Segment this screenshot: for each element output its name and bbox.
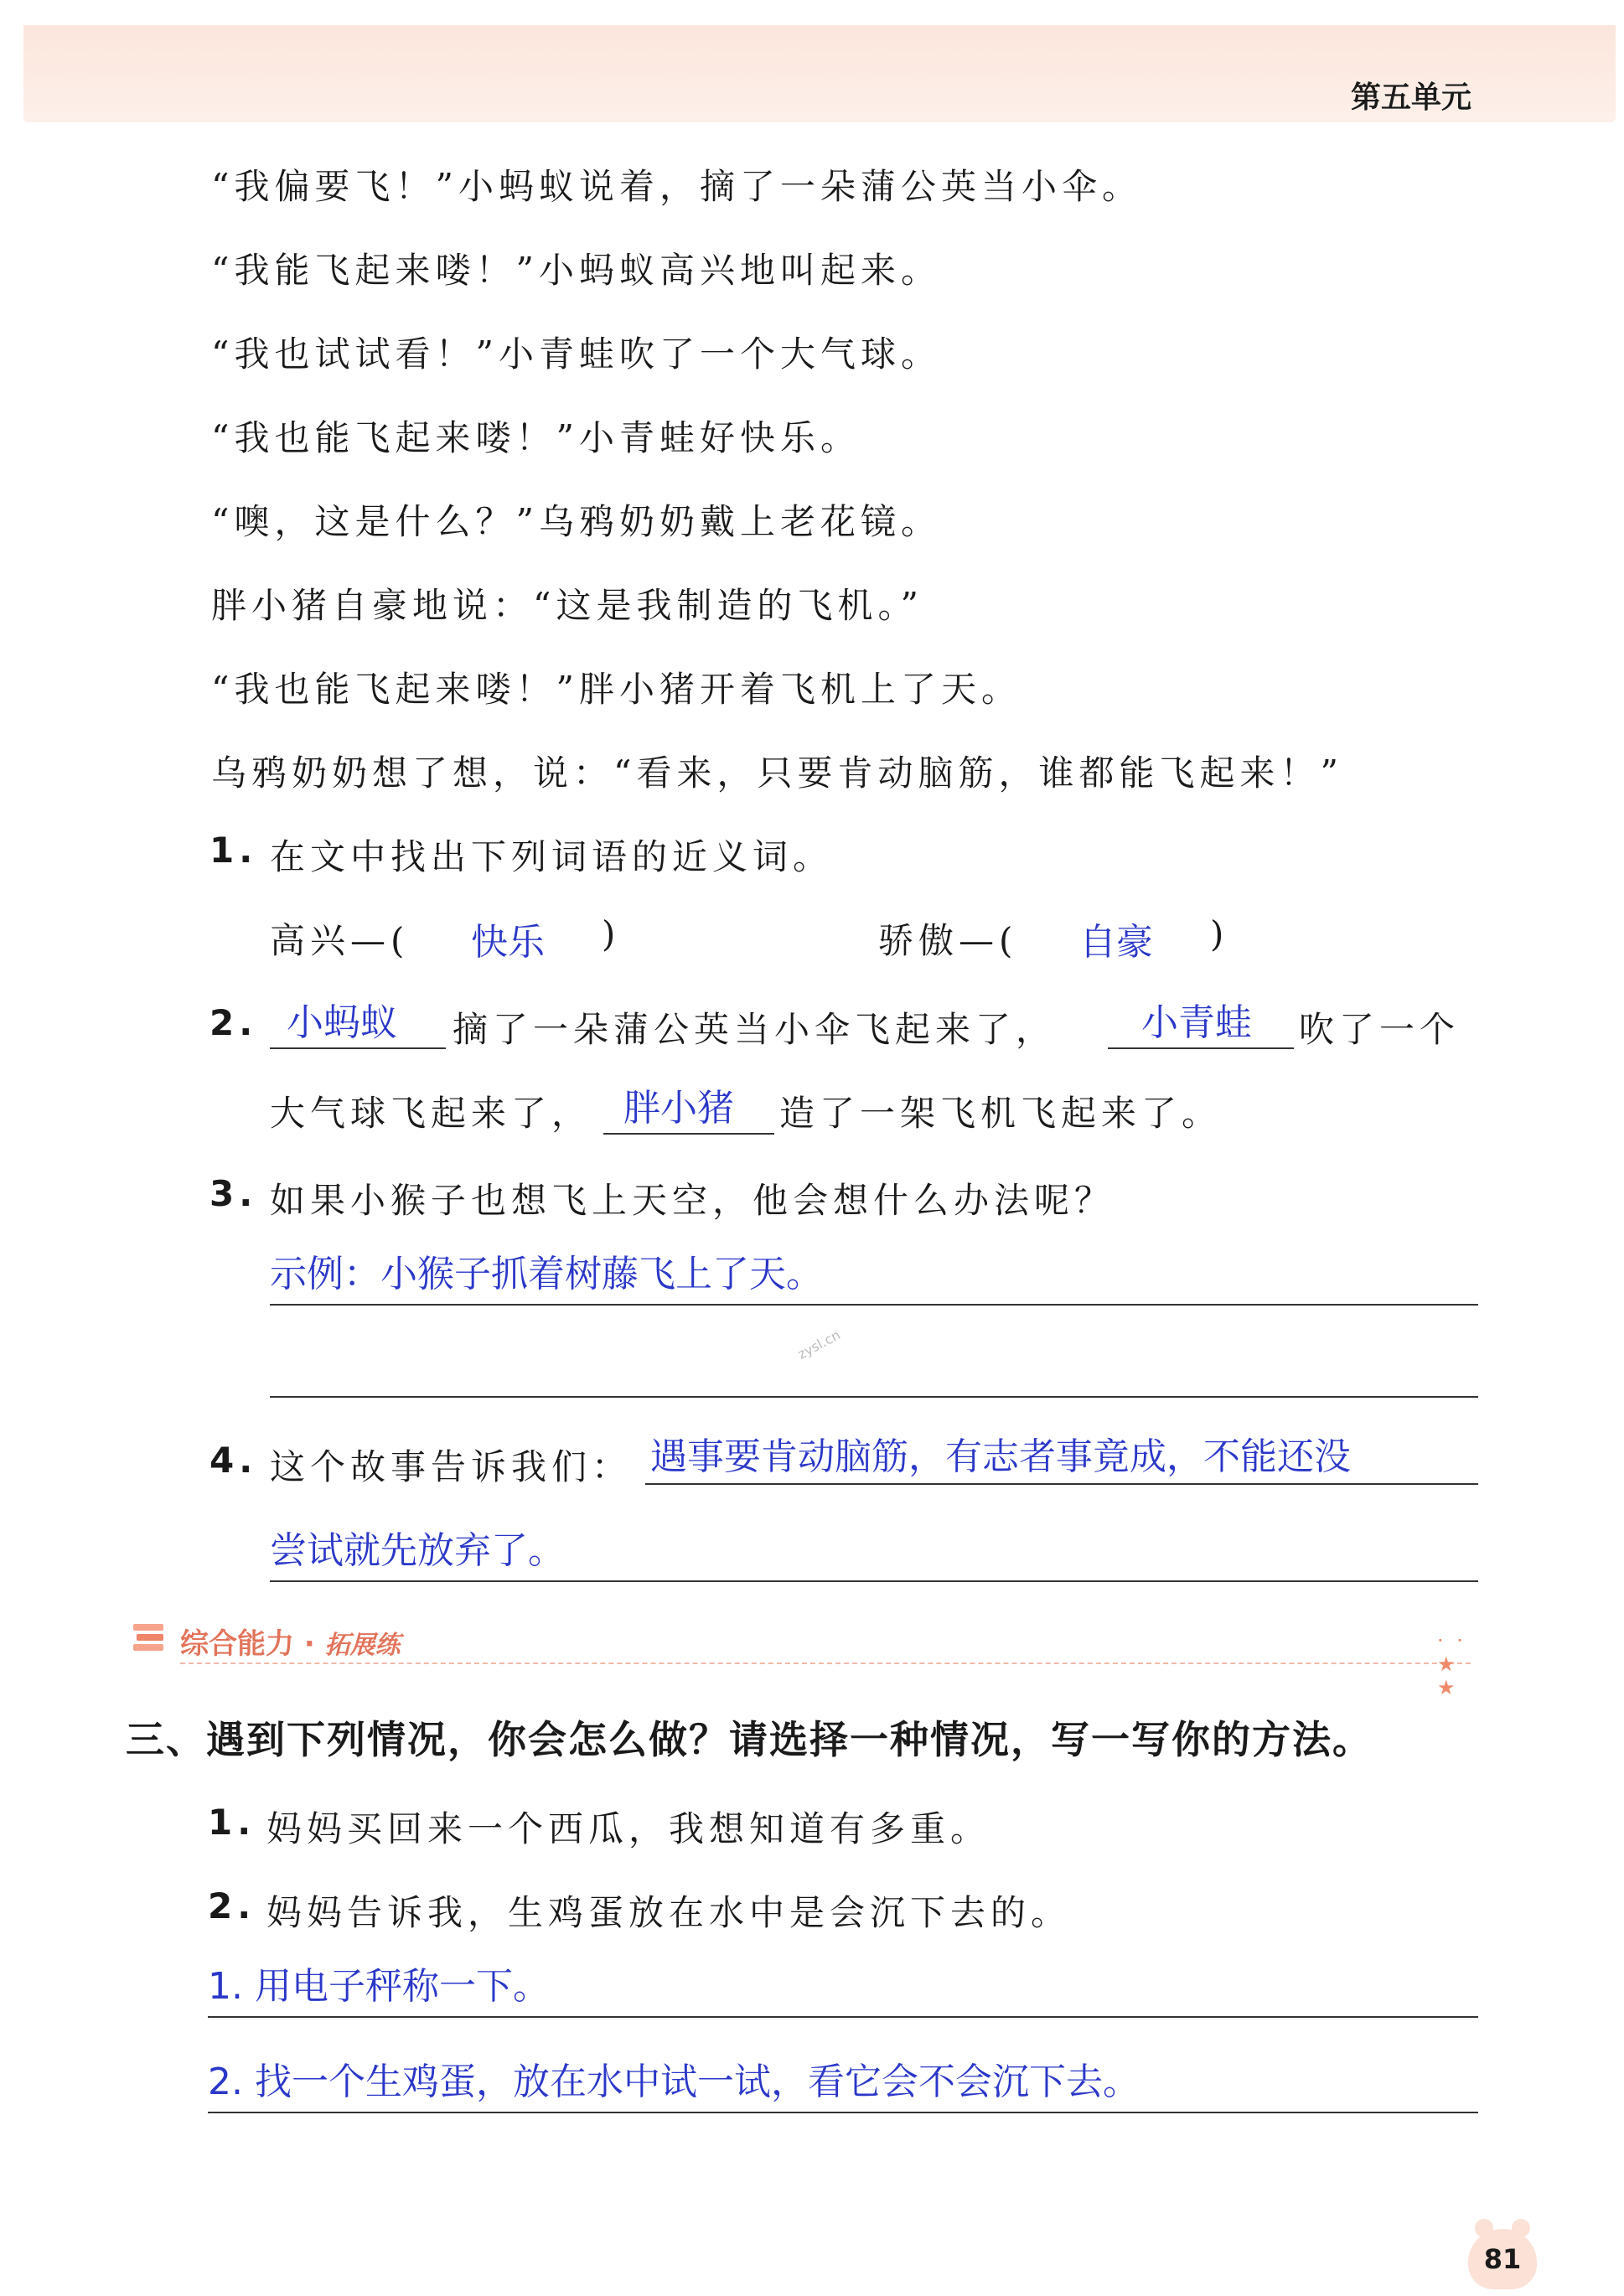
part3-item1: 妈妈买回来一个西瓜，我想知道有多重。 bbox=[266, 1808, 991, 1849]
part3-answer-rule-2 bbox=[208, 2112, 1478, 2113]
q1-pair1-close: ) bbox=[602, 913, 621, 954]
q1-pair2-word: 骄傲—( bbox=[878, 920, 1018, 961]
q2-answer-3: 胖小猪 bbox=[623, 1087, 734, 1130]
section-header bbox=[130, 1614, 1479, 1699]
q4-answer-line-1: 遇事要肯动脑筋，有志者事竟成，不能还没 bbox=[650, 1435, 1351, 1478]
q4-number: 4. bbox=[209, 1440, 258, 1481]
story-line-3: “我也试试看！”小青蛙吹了一个大气球。 bbox=[211, 334, 941, 375]
q3-answer-line-1 bbox=[270, 1304, 1478, 1306]
q1-number: 1. bbox=[209, 830, 258, 871]
q2-blank-1 bbox=[270, 1047, 446, 1049]
star-decoration: · · ★ ★ bbox=[1437, 1629, 1466, 1699]
part3-item1-number: 1. bbox=[208, 1802, 256, 1843]
section-title-main: 综合能力 bbox=[180, 1627, 294, 1661]
q3-answer-line-2 bbox=[270, 1396, 1478, 1398]
q2-text-1: 摘了一朵蒲公英当小伞飞起来了， bbox=[453, 1009, 1057, 1050]
q2-blank-2 bbox=[1108, 1047, 1294, 1049]
section-divider bbox=[180, 1663, 1471, 1664]
q2-blank-3 bbox=[603, 1133, 774, 1135]
story-line-8: 乌鸦奶奶想了想，说：“看来，只要肯动脑筋，谁都能飞起来！” bbox=[211, 752, 1343, 794]
q4-text: 这个故事告诉我们： bbox=[270, 1446, 633, 1487]
section-title bbox=[180, 1621, 401, 1662]
section-title-dot: · bbox=[303, 1627, 315, 1661]
q1-pair2-close: ) bbox=[1210, 913, 1229, 954]
q2-number: 2. bbox=[209, 1002, 258, 1043]
part3-item2: 妈妈告诉我，生鸡蛋放在水中是会沉下去的。 bbox=[266, 1892, 1072, 1933]
unit-label: 第五单元 bbox=[1351, 80, 1472, 115]
story-line-1: “我偏要飞！”小蚂蚁说着，摘了一朵蒲公英当小伞。 bbox=[211, 166, 1142, 207]
q2-answer-1: 小蚂蚁 bbox=[287, 1001, 397, 1044]
q1-text: 在文中找出下列词语的近义词。 bbox=[270, 836, 834, 877]
part3-item2-number: 2. bbox=[208, 1885, 256, 1926]
q3-number: 3. bbox=[209, 1173, 258, 1214]
part3-title: 三、遇到下列情况，你会怎么做？请选择一种情况，写一写你的方法。 bbox=[126, 1717, 1373, 1762]
q3-text: 如果小猴子也想飞上天空，他会想什么办法呢？ bbox=[270, 1180, 1115, 1221]
page-number: 81 bbox=[1468, 2229, 1537, 2289]
q1-pair2-answer: 自豪 bbox=[1079, 921, 1153, 964]
story-line-4: “我也能飞起来喽！”小青蛙好快乐。 bbox=[211, 417, 861, 458]
story-line-7: “我也能飞起来喽！”胖小猪开着飞机上了天。 bbox=[211, 669, 1021, 710]
part3-answer-rule-1 bbox=[208, 2016, 1478, 2018]
q4-answer-rule-1 bbox=[645, 1483, 1478, 1485]
q2-text-4: 造了一架飞机飞起来了。 bbox=[779, 1093, 1223, 1134]
section-title-sub: 拓展练 bbox=[324, 1631, 401, 1660]
q4-answer-rule-2 bbox=[270, 1580, 1478, 1582]
story-line-5: “噢，这是什么？”乌鸦奶奶戴上老花镜。 bbox=[211, 501, 941, 542]
watermark: zysl.cn bbox=[794, 1326, 843, 1363]
book-icon bbox=[130, 1619, 167, 1656]
q2-text-2: 吹了一个 bbox=[1299, 1009, 1461, 1050]
q1-pair1-word: 高兴—( bbox=[270, 920, 410, 961]
story-line-2: “我能飞起来喽！”小蚂蚁高兴地叫起来。 bbox=[211, 250, 941, 291]
q3-answer: 示例：小猴子抓着树藤飞上了天。 bbox=[270, 1253, 823, 1295]
story-line-6: 胖小猪自豪地说：“这是我制造的飞机。” bbox=[211, 585, 923, 626]
part3-answer-1: 1. 用电子秤称一下。 bbox=[208, 1965, 550, 2008]
q2-answer-2: 小青蛙 bbox=[1141, 1001, 1252, 1044]
q2-text-3: 大气球飞起来了， bbox=[270, 1093, 592, 1134]
q1-pair1-answer: 快乐 bbox=[471, 921, 545, 964]
part3-answer-2: 2. 找一个生鸡蛋，放在水中试一试，看它会不会沉下去。 bbox=[208, 2061, 1140, 2103]
q4-answer-line-2: 尝试就先放弃了。 bbox=[270, 1529, 565, 1572]
